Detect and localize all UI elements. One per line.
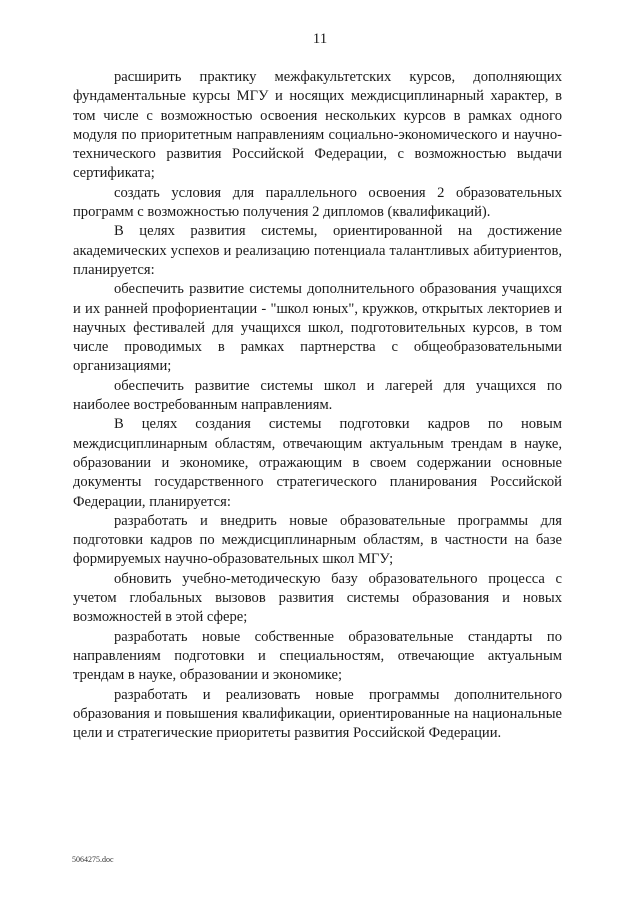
paragraph: разработать новые собственные образовательные стандарты по направлениям подготовки и специальностям, отвечающие актуальным трендам в науке, образовании и экономике; [73,628,562,684]
paragraph: В целях развития системы, ориентированной на достижение академических успехов и реализацию потенциала талантливых абитуриентов, планируется: [73,223,562,278]
paragraph: расширить практику межфакультетских курсов, дополняющих фундаментальные курсы МГУ и носящих междисциплинарный характер, в том числе с возможностью освоения нескольких курсов в рамках одного модуля по приоритетным направлениям социально-экономического и научно-технического развития Российской Федерации, с возможностью выдачи сертификата; [73,69,562,182]
paragraph: В целях создания системы подготовки кадров по новым междисциплинарным областям, отвечающим актуальным трендам в науке, образовании и экономике, отражающим в своем содержании основные документы государственного стратегического планирования Российской Федерации, планируется: [73,416,562,510]
paragraph: разработать и реализовать новые программы дополнительного образования и повышения квалификации, ориентированные на национальные цели и стратегические приоритеты развития Российской Федерации. [73,686,562,742]
page-number: 11 [312,31,328,47]
footer-filename: 5064275.doc [72,855,114,864]
paragraph: обновить учебно-методическую базу образовательного процесса с учетом глобальных вызовов развития системы образования и новых возможностей в этой сфере; [73,570,562,626]
paragraph: обеспечить развитие системы дополнительного образования учащихся и их ранней профориентации - "школ юных", кружков, открытых лекториев и научных фестивалей для учащихся школ, подготовительных курсов, в том числе проводимых в рамках партнерства с общеобразовательными организациями; [73,281,562,375]
paragraph: разработать и внедрить новые образовательные программы для подготовки кадров по междисциплинарным областям, в частности на базе формируемых научно-образовательных школ МГУ; [73,512,562,568]
paragraph: создать условия для параллельного освоения 2 образовательных программ с возможностью получения 2 дипломов (квалификаций). [73,184,562,221]
paragraph: обеспечить развитие системы школ и лагерей для учащихся по наиболее востребованным направлениям. [73,377,562,414]
document-body [73,68,562,743]
